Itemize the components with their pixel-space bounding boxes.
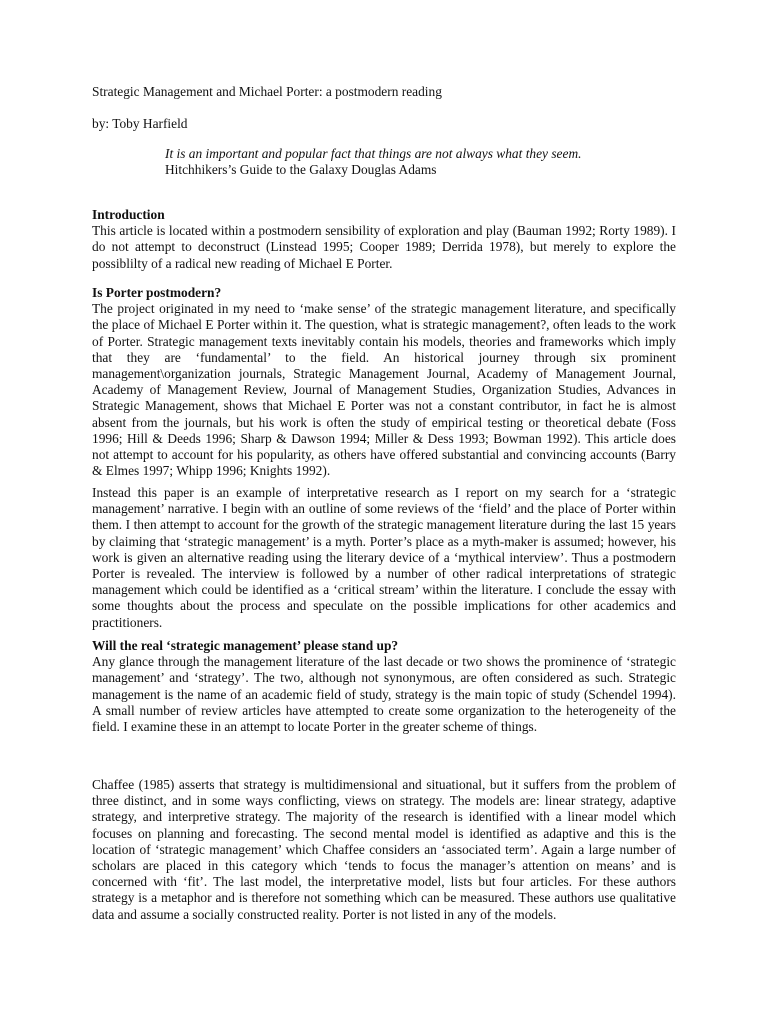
author-byline: by: Toby Harfield [92, 116, 188, 131]
paragraph: Any glance through the management literature of the last decade or two shows the prominence of ‘strategic management’ and ‘strategy’. The two, although not synonymous, are often considered as such. Strategic management is the name of an academic field of study, strategy is the main topic of study (Schendel 1994). A small number of review articles have attempted to create some organization to the heterogeneity of the field. I examine these in an attempt to locate Porter in the greater scheme of things. [92, 654, 676, 735]
section-real-strategic-management-continued [92, 777, 676, 923]
section-heading: Is Porter postmodern? [92, 285, 222, 300]
section-heading: Will the real ‘strategic management’ please stand up? [92, 638, 399, 653]
section-is-porter-postmodern-continued [92, 485, 676, 631]
document-title: Strategic Management and Michael Porter: a postmodern reading [92, 84, 442, 99]
section-real-strategic-management [92, 638, 676, 735]
paragraph: Instead this paper is an example of interpretative research as I report on my search for a ‘strategic management’ narrative. I begin with an outline of some reviews of the ‘field’ and the place of Porter within them. I then attempt to account for the growth of the strategic management literature during the last 15 years by claiming that ‘strategic management’ is a myth. Porter’s place as a myth-maker is assumed; however, his work is given an alternative reading using the literary device of a ‘mythical interview’. Thus a postmodern Porter is revealed. The interview is followed by a number of other radical interpretations of strategic management which could be identified as a ‘critical stream’ within the literature. I conclude the essay with some thoughts about the process and speculate on the possible implications for other academics and practitioners. [92, 485, 676, 630]
paragraph: The project originated in my need to ‘make sense’ of the strategic management literature, and specifically the place of Michael E Porter within it. The question, what is strategic management?, often leads to the work of Porter. Strategic management texts inevitably contain his models, theories and frameworks which imply that they are ‘fundamental’ to the field. An historical journey through six prominent management\organization journals, Strategic Management Journal, Academy of Management Journal, Academy of Management Review, Journal of Management Studies, Organization Studies, Advances in Strategic Management, shows that Michael E Porter was not a constant contributor, in fact he is almost absent from the journals, but his work is often the study of empirical testing or theoretical debate (Foss 1996; Hill & Deeds 1996; Sharp & Dawson 1994; Miller & Dess 1993; Bowman 1992). This article does not attempt to account for his popularity, as others have offered substantial and convincing accounts (Barry & Elmes 1997; Whipp 1996; Knights 1992). [92, 301, 676, 479]
section-heading: Introduction [92, 207, 165, 222]
epigraph [165, 146, 581, 177]
epigraph-quote: It is an important and popular fact that things are not always what they seem. [165, 146, 582, 161]
epigraph-source: Hitchhikers’s Guide to the Galaxy Douglas Adams [165, 161, 437, 177]
paragraph: Chaffee (1985) asserts that strategy is multidimensional and situational, but it suffers from the problem of three distinct, and in some ways conflicting, views on strategy. The models are: linear strategy, adaptive strategy, and interpretive strategy. The majority of the research is identified with a linear model which focuses on planning and forecasting. The second mental model is identified as adaptive and this is the location of ‘strategic management’ which Chaffee considers an ‘associated term’. Again a large number of scholars are placed in this category which ‘tends to focus the manager’s attention on means’ and is concerned with ‘fit’. The last model, the interpretative model, lists but four articles. For these authors strategy is a metaphor and is therefore not something which can be measured. These authors use qualitative data and assume a socially constructed reality. Porter is not listed in any of the models. [92, 777, 676, 922]
paragraph: This article is located within a postmodern sensibility of exploration and play (Bauman 1992; Rorty 1989). I do not attempt to deconstruct (Linstead 1995; Cooper 1989; Derrida 1978), but merely to explore the possiblilty of a radical new reading of Michael E Porter. [92, 223, 676, 271]
section-introduction [92, 207, 676, 272]
section-is-porter-postmodern [92, 285, 676, 479]
